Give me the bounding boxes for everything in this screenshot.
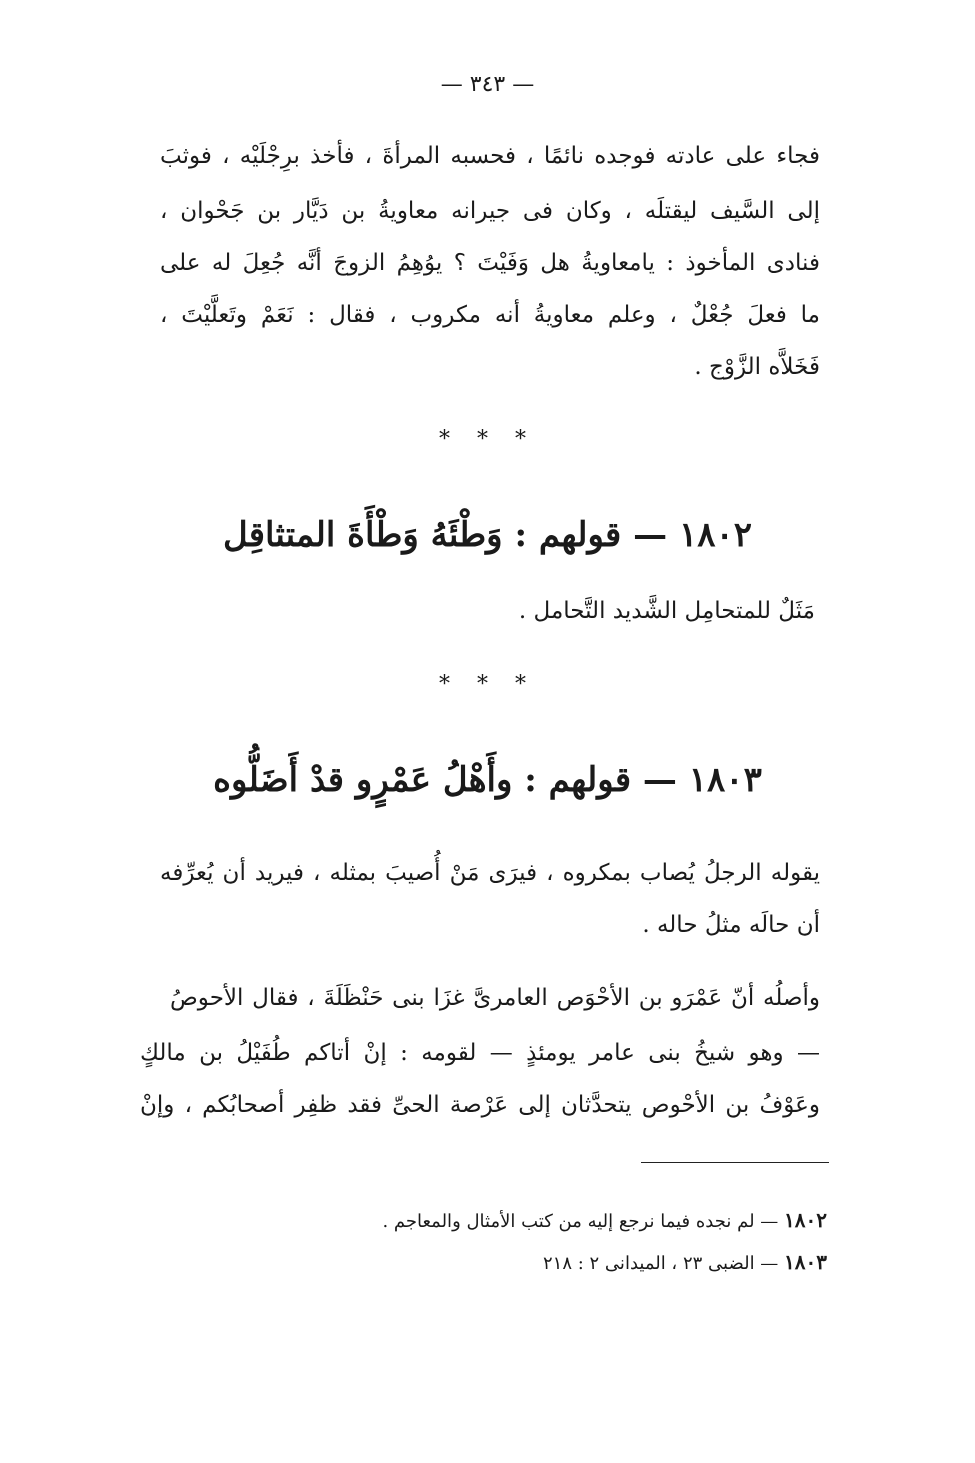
text-line: إلى السَّيف ليقتلَه ، وكان فى جيرانه معاويةُ بن دَيَّار بن جَحْوان ، bbox=[160, 198, 820, 224]
footnote-number: ١٨٠٣ bbox=[784, 1250, 827, 1274]
text-line: يقوله الرجلُ يُصاب بمكروه ، فيرَى مَنْ أُصيبَ بمثله ، فيريد أن يُعرِّفه bbox=[160, 860, 820, 886]
text-line: فنادى المأخوذ : يامعاويةُ هل وَفَيْتَ ؟ يوُهِمُ الزوجَ أنَّه جُعِلَ له على bbox=[160, 250, 820, 276]
text-line: ما فعلَ جُعْلٌ ، وعلم معاويةُ أنه مكروب ، فقال : نَعَمْ وتَعلَّيْتَ ، bbox=[160, 302, 820, 328]
section-separator: * * * bbox=[439, 672, 536, 697]
text-line: وأصلُه أنّ عَمْرَو بن الأحْوَص العامرىَّ غزَا بنى حَنْظَلَةَ ، فقال الأحوصُ bbox=[170, 985, 820, 1011]
entry-heading-1803: ١٨٠٣ — قولهم : وأَهْلُ عَمْرٍو قدْ أَضَلُّوه bbox=[213, 760, 762, 800]
footnote-number: ١٨٠٢ bbox=[784, 1208, 827, 1232]
entry-heading-1802: ١٨٠٢ — قولهم : وَطْئَهُ وَطْأَةَ المتثاقِل bbox=[222, 515, 753, 555]
footnote-text: — لم نجده فيما نرجع إليه من كتب الأمثال والمعاجم . bbox=[382, 1211, 779, 1232]
footnote-1803 bbox=[543, 1250, 827, 1274]
text-line: وعَوْفُ بن الأحْوص يتحدَّثان إلى عَرْصة الحىِّ فقد ظفِر أصحابُكم ، وإنْ bbox=[140, 1092, 820, 1118]
footnote-text: — الضبى ٢٣ ، الميدانى ٢ : ٢١٨ bbox=[543, 1253, 779, 1274]
text-line: فجاء على عادته فوجده نائمًا ، فحسبه المرأةَ ، فأخذ برِجْلَيْه ، فوثبَ bbox=[160, 143, 820, 169]
text-line: — وهو شيخُ بنى عامر يومئذٍ — لقومه : إنْ أتاكم طُفَيْلُ بن مالكٍ bbox=[140, 1040, 820, 1066]
footnote-1802 bbox=[382, 1208, 827, 1232]
text-line: فَخَلاَّه الزَّوْج . bbox=[694, 354, 820, 380]
text-line: أن حالَه مثلُ حاله . bbox=[642, 912, 820, 938]
entry-text-1802: مَثَلٌ للمتحامِل الشَّديد التَّحامل . bbox=[518, 598, 815, 624]
page-number: — ٣٤٣ — bbox=[440, 72, 535, 97]
footnote-divider bbox=[641, 1162, 829, 1163]
section-separator: * * * bbox=[439, 427, 536, 452]
